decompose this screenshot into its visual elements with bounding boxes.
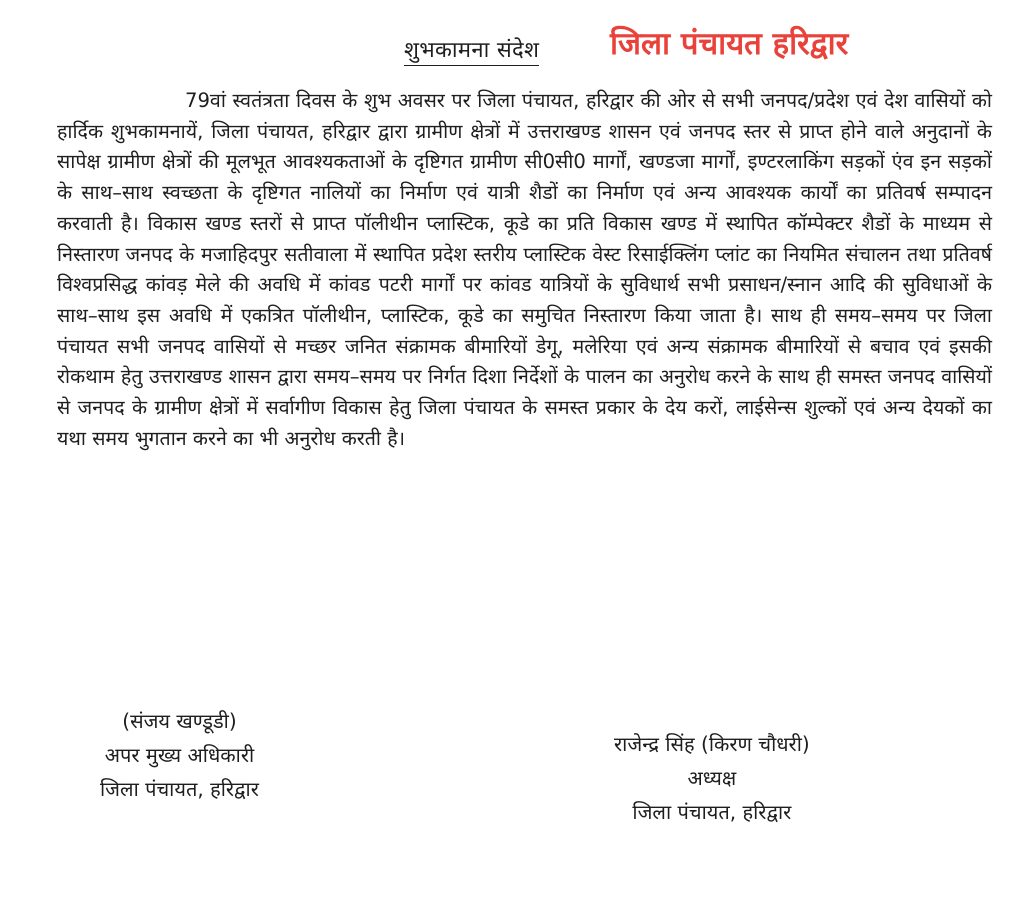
signatory-left-name: (संजय खण्डूडी) (122, 709, 237, 733)
signatory-left-designation: अपर मुख्य अधिकारी (104, 743, 255, 767)
message-body: 79वां स्वतंत्रता दिवस के शुभ अवसर पर जिला पंचायत, हरिद्वार की ओर से सभी जनपद/प्रदेश एवं देश वासियों को हार्दिक शुभकामनायें, जिला पंचायत, हरिद्वार द्वारा ग्रामीण क्षेत्रों में उत्तराखण्ड शासन एवं जनपद स्तर से प्राप्त होने वाले अनुदानों के सापेक्ष ग्रामीण क्षेत्रों की मूलभूत आवश्यकताओं के दृष्टिगत ग्रामीण सी0सी0 मार्गों, खण्डजा मार्गों, इण्टरलाकिंग सड़कों एंव इन सड़कों के साथ–साथ स्वच्छता के दृष्टिगत नालियों का निर्माण एवं यात्री शैडों का निर्माण एवं अन्य आवश्यक कार्यों का प्रतिवर्ष सम्पादन करवाती है। विकास खण्ड स्तरों से प्राप्त पॉलीथीन प्लास्टिक, कूडे का प्रति विकास खण्ड में स्थापित कॉम्पेक्टर शैडों के माध्यम से निस्तारण जनपद के मजाहिदपुर सतीवाला में स्थापित प्रदेश स्तरीय प्लास्टिक वेस्ट रिसाईक्लिंग प्लांट का नियमित संचालन तथा प्रतिवर्ष विश्वप्रसिद्ध कांवड़ मेले की अवधि में कांवड पटरी मार्गों पर कांवड यात्रियों के सुविधार्थ सभी प्रसाधन/स्नान आदि की सुविधाओं के साथ–साथ इस अवधि में एकत्रित पॉलीथीन, प्लास्टिक, कूडे का समुचित निस्तारण किया जाता है। साथ ही समय–समय पर जिला पंचायत सभी जनपद वासियों से मच्छर जनित संक्रामक बीमारियों डेगू, मलेरिया एवं अन्य संक्रामक बीमारियों से बचाव एवं इसकी रोकथाम हेतु उत्तराखण्ड शासन द्वारा समय–समय पर निर्गत दिशा निर्देशों के पालन का अनुरोध करने के साथ ही समस्त जनपद वासियों से जनपद के ग्रामीण क्षेत्रों में सर्वागीण विकास हेतु जिला पंचायत के समस्त प्रकार के देय करों, लाईसेन्स शुल्कों एवं अन्य देयकों का यथा समय भुगतान करने का भी अनुरोध करती है। (57, 89, 992, 450)
signatory-right-designation: अध्यक्ष (687, 766, 737, 790)
organization-name: जिला पंचायत हरिद्वार (610, 26, 849, 62)
signatory-right (614, 727, 810, 829)
signatory-left (100, 704, 259, 806)
signatory-left-office: जिला पंचायत, हरिद्वार (100, 777, 259, 801)
signatory-right-name: राजेन्द्र सिंह (किरण चौधरी) (614, 732, 810, 756)
message-title: शुभकामना संदेश (404, 34, 539, 66)
signatory-right-office: जिला पंचायत, हरिद्वार (632, 800, 792, 824)
document-header (404, 22, 1004, 72)
